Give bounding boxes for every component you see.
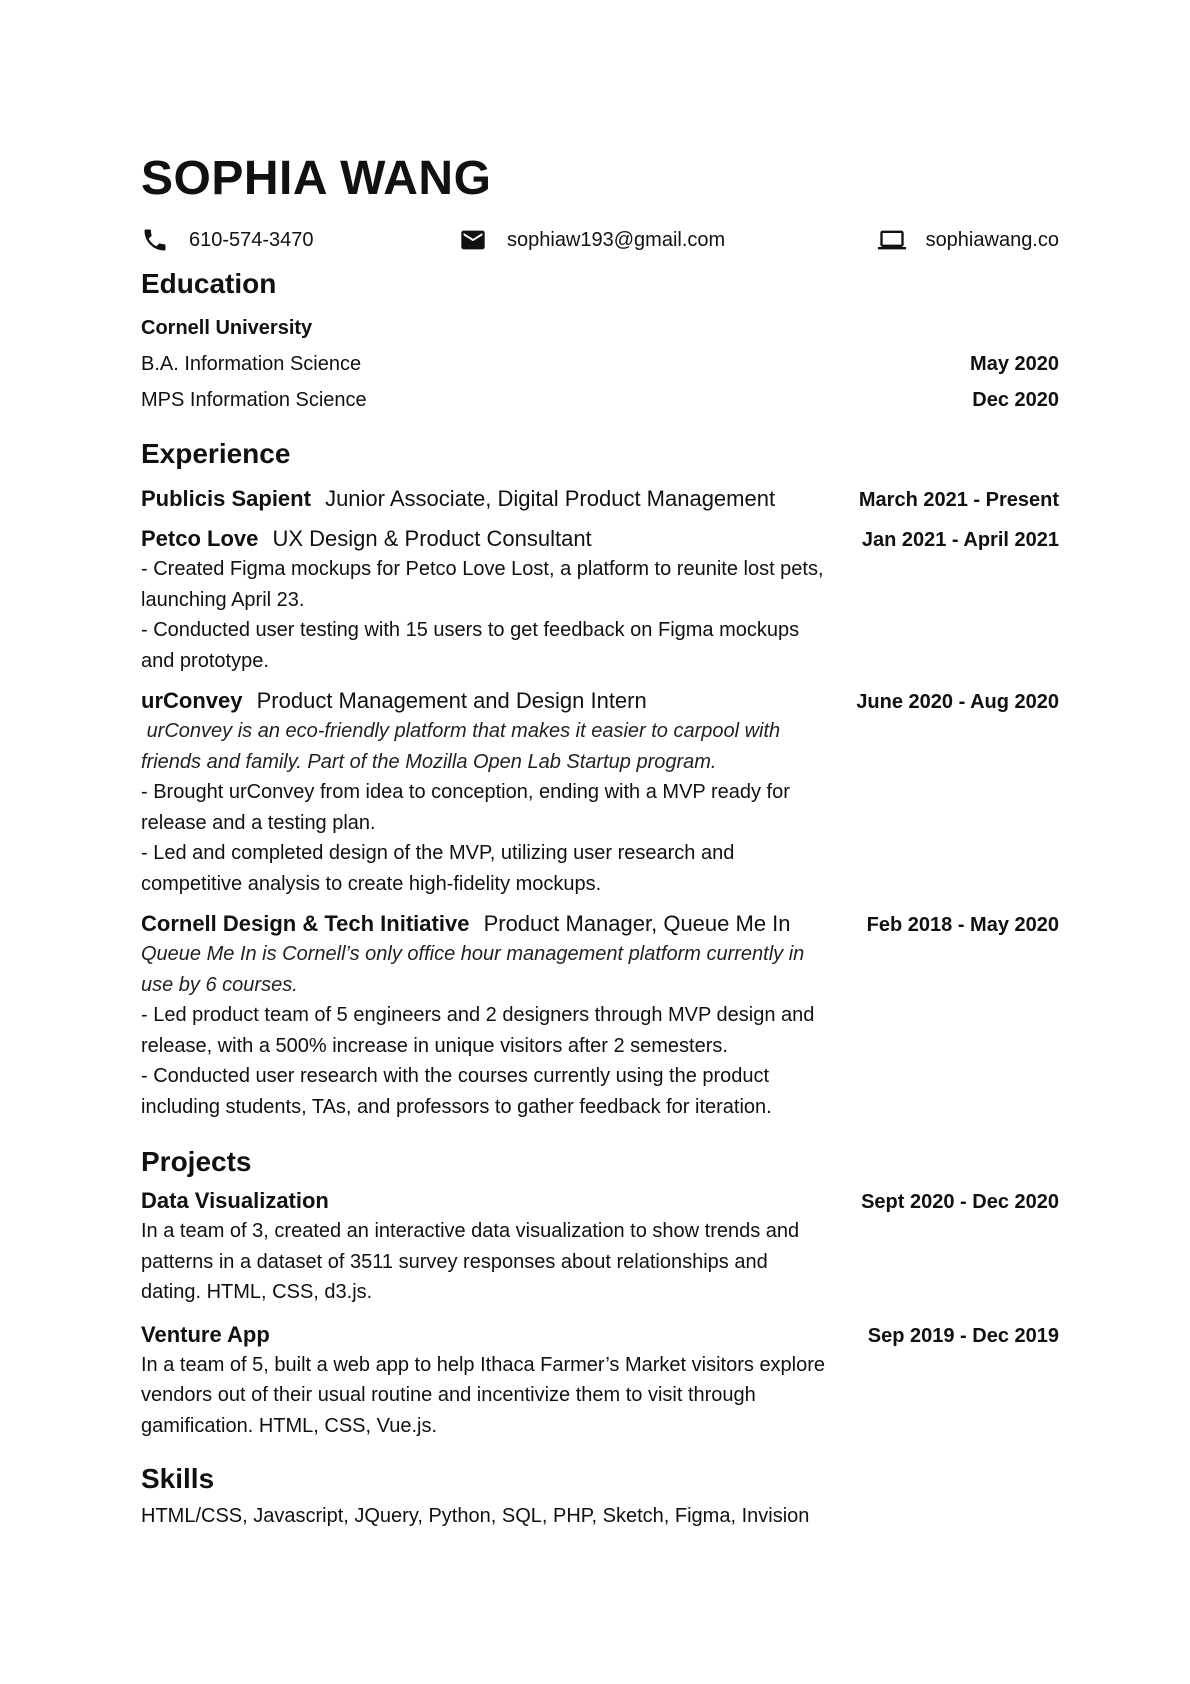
job-bullet: - Brought urConvey from idea to conception, ending with a MVP ready for release and a testing plan. — [141, 781, 790, 834]
project-name: Data Visualization — [141, 1188, 329, 1213]
skills-list: HTML/CSS, Javascript, JQuery, Python, SQL, PHP, Sketch, Figma, Invision — [141, 1505, 810, 1527]
job-date: June 2020 - Aug 2020 — [856, 691, 1059, 713]
project-description: In a team of 3, created an interactive data visualization to show trends and patterns in a dataset of 3511 survey responses about relationships and dating. HTML, CSS, d3.js. — [141, 1220, 800, 1303]
job-role: Junior Associate, Digital Product Management — [325, 486, 776, 511]
contact-email[interactable] — [459, 220, 725, 260]
job-description: urConvey is an eco-friendly platform that makes it easier to carpool with friends and family. Part of the Mozilla Open Lab Startup program. — [141, 720, 786, 773]
degree-name: B.A. Information Science — [141, 353, 362, 375]
resume-page — [141, 150, 1059, 1531]
degree-row — [141, 388, 1059, 412]
job-role: UX Design & Product Consultant — [272, 526, 592, 551]
project-description: In a team of 5, built a web app to help Ithaca Farmer’s Market visitors explore vendors out of their usual routine and incentivize them to visit through gamification. HTML, CSS, Vue.js. — [141, 1353, 826, 1437]
contact-bar — [141, 220, 1059, 260]
phone-icon — [141, 226, 169, 254]
project-entry — [141, 1320, 1059, 1442]
job-role: Product Manager, Queue Me In — [483, 911, 791, 936]
project-name: Venture App — [141, 1321, 270, 1347]
skills-heading: Skills — [141, 1463, 215, 1494]
degree-name: MPS Information Science — [141, 389, 367, 411]
job-company: Petco Love — [141, 526, 259, 551]
job-date: Jan 2021 - April 2021 — [861, 529, 1059, 551]
job-role: Product Management and Design Intern — [256, 688, 647, 713]
project-date: Sept 2020 - Dec 2020 — [861, 1191, 1059, 1213]
candidate-name: SOPHIA WANG — [141, 152, 492, 205]
job-entry — [141, 524, 1059, 676]
project-date: Sep 2019 - Dec 2019 — [867, 1324, 1059, 1347]
job-bullet: - Conducted user testing with 15 users to get feedback on Figma mockups and prototype. — [141, 619, 800, 672]
contact-website[interactable] — [878, 220, 1059, 260]
job-description: Queue Me In is Cornell’s only office hour management platform currently in use by 6 courses. — [141, 943, 805, 996]
degree-date: May 2020 — [970, 353, 1059, 375]
job-date: March 2021 - Present — [858, 489, 1059, 511]
project-header — [141, 1320, 1059, 1350]
experience-heading: Experience — [141, 438, 291, 469]
job-bullet: - Led product team of 5 engineers and 2 designers through MVP design and release, with a 500% increase in unique visitors after 2 semesters. — [141, 1004, 815, 1057]
job-company: Publicis Sapient — [141, 486, 311, 511]
job-bullet: - Conducted user research with the courses currently using the product including students, TAs, and professors to gather feedback for iteration. — [141, 1065, 772, 1118]
job-bullet: - Created Figma mockups for Petco Love Lost, a platform to reunite lost pets, launching April 23. — [141, 558, 824, 611]
website-url: sophiawang.co — [925, 228, 1059, 251]
job-company: Cornell Design & Tech Initiative — [141, 911, 470, 936]
job-entry — [141, 686, 1059, 899]
laptop-icon — [878, 226, 906, 254]
email-address: sophiaw193@gmail.com — [507, 228, 726, 251]
degree-date: Dec 2020 — [972, 389, 1059, 411]
job-header — [141, 686, 1059, 716]
job-bullet: - Led and completed design of the MVP, utilizing user research and competitive analysis to create high-fidelity mockups. — [141, 842, 735, 895]
projects-heading: Projects — [141, 1146, 252, 1177]
job-entry — [141, 484, 1059, 514]
job-company: urConvey — [141, 688, 243, 713]
education-heading: Education — [141, 268, 277, 299]
job-header — [141, 484, 1059, 514]
phone-number: 610-574-3470 — [189, 228, 314, 251]
job-date: Feb 2018 - May 2020 — [866, 914, 1059, 936]
job-header — [141, 524, 1059, 554]
project-entry — [141, 1186, 1059, 1308]
job-header — [141, 909, 1059, 939]
project-header — [141, 1186, 1059, 1216]
mail-icon — [459, 226, 487, 254]
degree-row — [141, 352, 1059, 376]
contact-phone[interactable] — [141, 220, 314, 260]
school-name: Cornell University — [141, 317, 313, 339]
job-entry — [141, 909, 1059, 1122]
